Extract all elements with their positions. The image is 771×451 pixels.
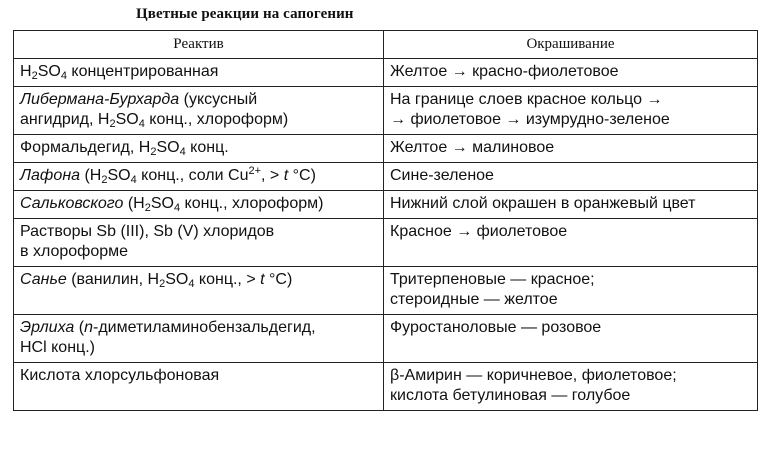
table-row xyxy=(14,363,758,411)
column-header-coloration: Окрашивание xyxy=(384,31,758,59)
coloration-cell: Нижний слой окрашен в оранжевый цвет xyxy=(384,191,758,219)
table-row xyxy=(14,315,758,363)
coloration-cell: Желтое → красно-фиолетовое xyxy=(384,59,758,87)
reagent-composition: (уксусный ангидрид, $H_2SO_4$ конц., хлороформ) xyxy=(20,91,289,130)
table-title: Цветные реакции на сапогенин xyxy=(136,6,354,22)
reagent-cell xyxy=(14,219,384,267)
coloration-cell: Сине-зеленое xyxy=(384,163,758,191)
table-row xyxy=(14,87,758,135)
reagent-composition: ($H_2SO_4$ конц., соли $Cu^{2+}$, > t °C) xyxy=(80,165,316,186)
reagent-cell xyxy=(14,315,384,363)
reagent-composition: $H_2SO_4$ концентрированная xyxy=(20,63,219,82)
coloration-cell: β-Амирин — коричневое, фиолетовое; кислота бетулиновая — голубое xyxy=(384,363,758,411)
coloration-cell: Красное → фиолетовое xyxy=(384,219,758,267)
reagent-cell xyxy=(14,87,384,135)
reagent-composition: Кислота хлорсульфоновая xyxy=(20,367,220,384)
reagent-cell xyxy=(14,163,384,191)
reagent-cell xyxy=(14,363,384,411)
table-row xyxy=(14,219,758,267)
coloration-cell: Фуростаноловые — розовое xyxy=(384,315,758,363)
coloration-cell: На границе слоев красное кольцо → → фиолетовое → изумрудно-зеленое xyxy=(384,87,758,135)
reagent-composition: Формальдегид, $H_2SO_4$ конц. xyxy=(20,139,229,158)
color-reactions-table xyxy=(13,30,758,411)
reagent-composition: ($H_2SO_4$ конц., хлороформ) xyxy=(123,195,324,214)
table-row xyxy=(14,191,758,219)
reagent-test-name: Санье xyxy=(20,271,67,288)
reagent-test-name: Эрлиха xyxy=(20,319,75,336)
reagent-test-name: Сальковского xyxy=(20,195,124,212)
table-row xyxy=(14,135,758,163)
table-header-row xyxy=(14,31,758,59)
table-row xyxy=(14,163,758,191)
reagent-cell xyxy=(14,59,384,87)
reagent-test-name: Либермана-Бурхарда xyxy=(20,91,180,108)
reagent-cell xyxy=(14,135,384,163)
coloration-cell: Тритерпеновые — красное; стероидные — желтое xyxy=(384,267,758,315)
table-body xyxy=(14,59,758,411)
reagent-composition: Растворы Sb (III), Sb (V) хлоридов в хлороформе xyxy=(20,223,275,260)
reagent-cell xyxy=(14,267,384,315)
reagent-composition: (n-диметиламинобензальдегид, HCl конц.) xyxy=(20,319,316,356)
reagent-test-name: Лафона xyxy=(20,167,81,184)
reagent-cell xyxy=(14,191,384,219)
coloration-cell: Желтое → малиновое xyxy=(384,135,758,163)
table-row xyxy=(14,267,758,315)
reagent-composition: (ванилин, $H_2SO_4$ конц., > t °C) xyxy=(66,271,293,290)
column-header-reagent: Реактив xyxy=(14,31,384,59)
table-row xyxy=(14,59,758,87)
